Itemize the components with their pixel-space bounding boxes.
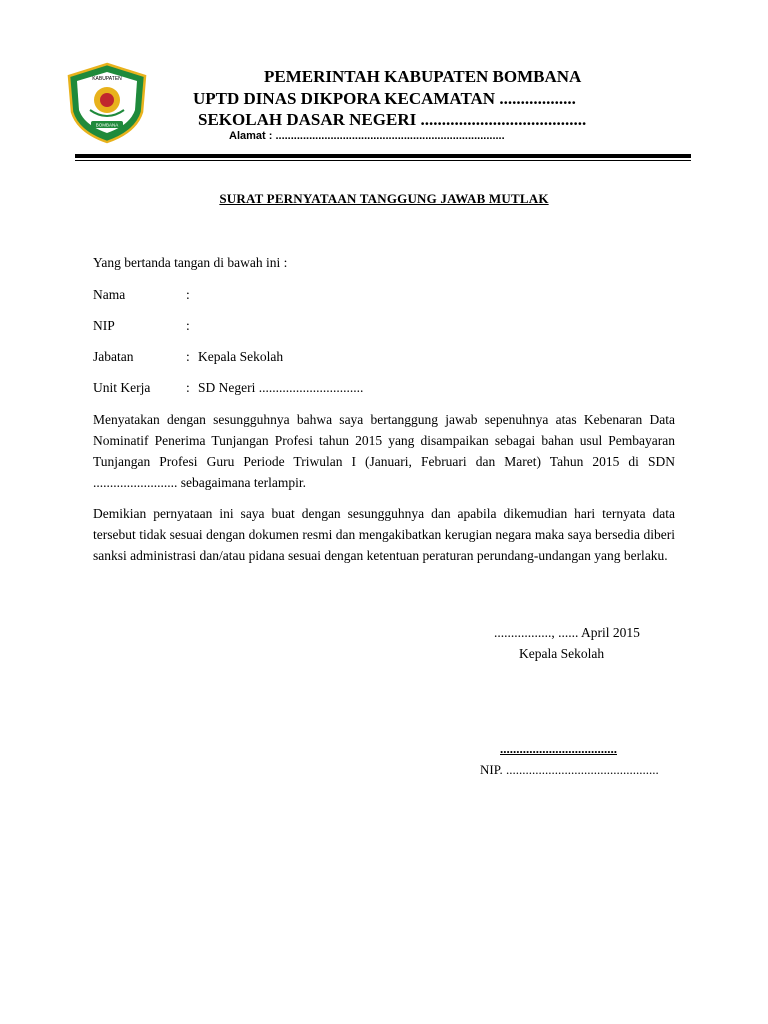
letterhead-divider-thin xyxy=(75,160,691,161)
statement-paragraph: Menyatakan dengan sesungguhnya bahwa saya bertanggung jawab sepenuhnya atas Kebenaran Data Nominatif Penerima Tunjangan Profesi tahun 2015 yang disampaikan sebagai bahan usul Pembayaran Tunjangan Profesi Guru Periode Triwulan I (Januari, Februari dan Maret) Tahun 2015 di SDN ......................... sebagaimana terlampir. xyxy=(93,412,675,490)
closing-paragraph: Demikian pernyataan ini saya buat dengan sesungguhnya dan apabila dikemudian hari ternyata data tersebut tidak sesuai dengan dokumen resmi dan mengakibatkan kerugian negara maka saya bersedia diberi sanksi administrasi dan/atau pidana sesuai dengan ketentuan peraturan perundang-undangan yang berlaku. xyxy=(93,506,675,563)
field-colon: : xyxy=(186,349,190,364)
letterhead-address: Alamat : ........................................................................... xyxy=(229,130,505,142)
svg-text:BOMBANA: BOMBANA xyxy=(95,122,119,128)
field-label-unit-kerja: Unit Kerja xyxy=(93,380,151,395)
letterhead-school: SEKOLAH DASAR NEGERI ....................................... xyxy=(198,110,587,129)
field-colon: : xyxy=(186,380,190,395)
field-colon: : xyxy=(186,318,190,333)
document-title: SURAT PERNYATAAN TANGGUNG JAWAB MUTLAK xyxy=(219,191,549,206)
signature-role: Kepala Sekolah xyxy=(519,646,605,661)
intro-text: Yang bertanda tangan di bawah ini : xyxy=(93,255,288,270)
signature-nip: NIP. ............................................... xyxy=(480,762,659,777)
letterhead-government: PEMERINTAH KABUPATEN BOMBANA xyxy=(264,67,582,86)
field-value-unit-kerja: SD Negeri ............................... xyxy=(198,380,364,395)
field-label-nama: Nama xyxy=(93,287,126,302)
signature-name: .................................... xyxy=(500,741,617,756)
letterhead-divider-thick xyxy=(75,154,691,158)
field-label-nip: NIP xyxy=(93,318,115,333)
svg-text:KABUPATEN: KABUPATEN xyxy=(92,76,122,82)
letterhead-agency: UPTD DINAS DIKPORA KECAMATAN .................. xyxy=(193,89,576,108)
field-colon: : xyxy=(186,287,190,302)
regency-emblem-logo xyxy=(66,62,148,144)
field-value-jabatan: Kepala Sekolah xyxy=(198,349,284,364)
signature-date: ................., ...... April 2015 xyxy=(494,625,640,640)
field-label-jabatan: Jabatan xyxy=(93,349,134,364)
